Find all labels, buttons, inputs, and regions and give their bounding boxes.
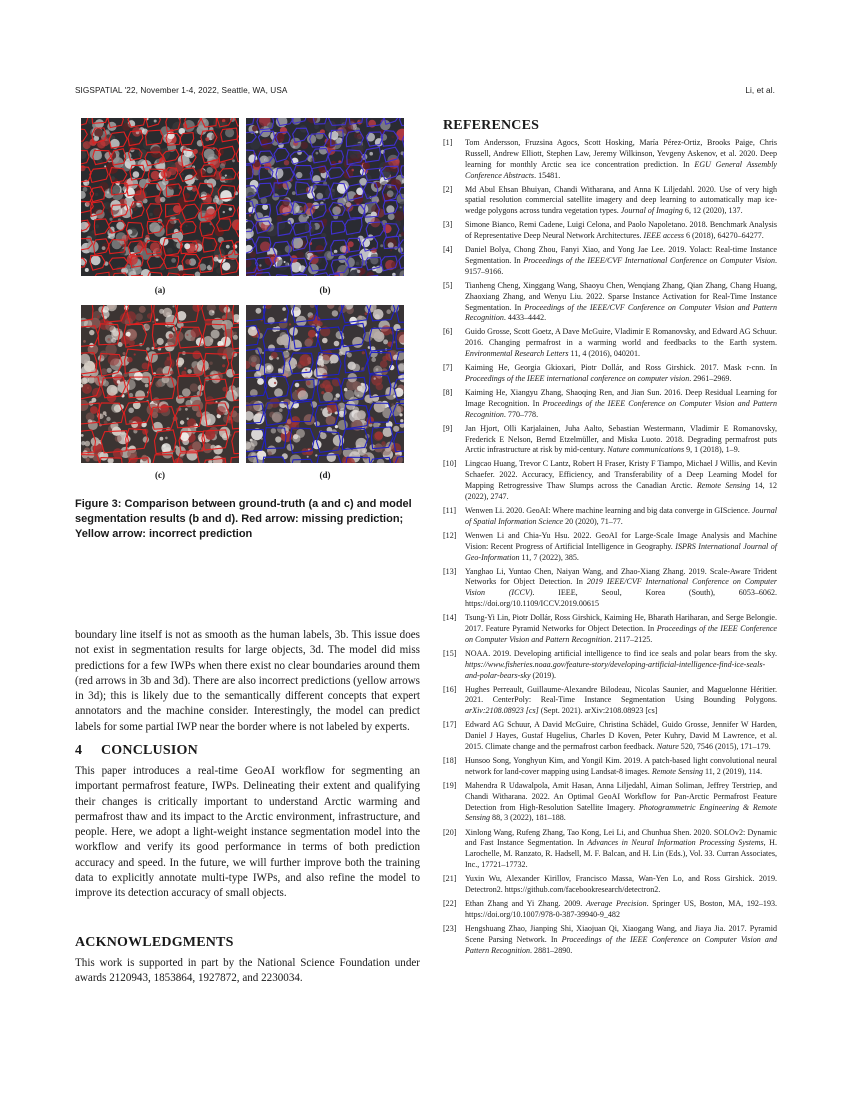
running-head-venue: SIGSPATIAL '22, November 1-4, 2022, Seattle, WA, USA (75, 86, 288, 95)
panel-label-a: (a) (154, 285, 166, 295)
reference-text (465, 874, 777, 896)
reference-text (465, 220, 777, 242)
reference-part-venue: Nature (656, 742, 679, 752)
reference-text (465, 756, 777, 778)
reference-part-plain: Xinlong Wang, Rufeng Zhang, Tao Kong, Lei Li, and Chunhua Shen. 2020. SOLOv2: Dynamic and Fast Instance Segmentation. In (465, 827, 777, 848)
reference-item (443, 245, 777, 278)
section-heading-acknowledgments: ACKNOWLEDGMENTS (75, 935, 234, 950)
figure-panel-d (246, 305, 404, 463)
reference-part-plain: Kaiming He, Xiangyu Zhang, Shaoqing Ren, and Jian Sun. 2016. Deep Residual Learning for Image Recognition. In (465, 388, 777, 408)
reference-part-tail: 6, 12 (2020), 137. (682, 206, 743, 216)
reference-text (465, 924, 777, 957)
reference-part-plain: Tianheng Cheng, Xinggang Wang, Shaoyu Chen, Wenqiang Zhang, Qian Zhang, Chang Huang, Zhaoxiang Zhang, and Wenyu Liu. 2022. Sparse Instance Activation for Real-Time Instance Segmentation. In (465, 280, 777, 312)
reference-text (465, 567, 777, 610)
reference-number: [16] (443, 684, 457, 694)
reference-number: [21] (443, 874, 457, 884)
reference-text (465, 424, 777, 457)
reference-part-tail: . 2961–2969. (689, 374, 732, 383)
figure-panel-c (81, 305, 239, 463)
reference-text (465, 138, 777, 181)
reference-part-tail: . 4433–4442. (503, 313, 547, 323)
paragraph-text: boundary line itself is not as smooth as the human labels, 3b. This issue does not exist in segmentation results for large objects, 3d. The model did miss predictions for a few IWPs when there exist no clear boundaries around them (red arrows in 3b and 3d). There are also incorrect predictions (yellow arrows in 3d); this is likely due to the semantically different concepts that expert annotators and the machine consider. Interestingly, the model can predict labels for some partial IWP near the border where is not labeled by experts. (75, 629, 420, 733)
reference-part-plain: Hengshuang Zhao, Jianping Shi, Xiaojuan Qi, Xiaogang Wang, and Jiaya Jia. 2017. Pyramid Scene Parsing Network. In (465, 923, 777, 944)
reference-item (443, 781, 777, 824)
reference-text (465, 685, 777, 718)
reference-text (465, 281, 777, 324)
reference-part-venue: Proceedings of the IEEE/CVF International Conference on Computer Vision (523, 256, 775, 265)
reference-text (465, 459, 777, 502)
reference-part-venue: Average Precision (586, 898, 647, 908)
reference-text (465, 828, 777, 871)
conclusion-text: This paper introduces a real-time GeoAI workflow for segmenting an important permafrost feature, IWPs. Delineating their extent and qualifying their changes is critically important to understand Arctic warming and permafrost thaw and its impact to the Arctic environment, infrastructure, and people. Here, we adopt a light-weight instance segmentation model into the workflow and verify its good performance in terms of both prediction accuracy and speed. In the future, we will further improve both the training data to explicitly annotate multi-type IWPs, and also refine the model to improve its detection accuracy of small objects. (75, 765, 420, 900)
reference-text (465, 649, 777, 682)
panel-b-image (246, 118, 404, 276)
reference-part-venue: Journal of Spatial Information Science (465, 506, 777, 526)
reference-item (443, 924, 777, 957)
reference-part-venue: IEEE access (643, 231, 684, 241)
reference-number: [5] (443, 280, 453, 290)
reference-number: [7] (443, 363, 453, 373)
reference-part-venue: Advances in Neural Information Processing Systems (587, 838, 764, 848)
reference-part-tail: . 9157–9166. (465, 256, 777, 276)
reference-part-tail: 88, 3 (2022), 181–188. (490, 813, 566, 823)
reference-number: [1] (443, 138, 453, 147)
reference-part-tail: 11, 7 (2022), 385. (519, 552, 579, 562)
reference-part-venue: Journal of Imaging (620, 206, 683, 216)
reference-part-tail: . 15481. (534, 170, 561, 180)
reference-part-plain: Simone Bianco, Remi Cadene, Luigi Celona, and Paolo Napoletano. 2018. Benchmark Analysis of Representative Deep Neural Network Architectures. (465, 220, 777, 241)
reference-item (443, 506, 777, 528)
reference-number: [15] (443, 648, 457, 658)
reference-item (443, 756, 777, 778)
reference-item (443, 874, 777, 896)
reference-number: [14] (443, 613, 457, 623)
reference-part-tail: 6 (2018), 64270–64277. (683, 231, 764, 241)
reference-number: [11] (443, 506, 457, 516)
reference-part-tail: , H. Larochelle, M. Ranzato, R. Hadsell, M. F. Balcan, and H. Lin (Eds.), Vol. 33. Curran Associates, Inc., 17721–17732. (465, 838, 777, 870)
panel-label-b: (b) (319, 285, 331, 295)
reference-item (443, 685, 777, 718)
reference-part-tail: (2019). (530, 670, 557, 680)
reference-part-venue: Proceedings of the IEEE international conference on computer vision (465, 374, 690, 383)
reference-text (465, 613, 777, 646)
section-number: 4 (75, 743, 83, 758)
reference-text (465, 363, 777, 385)
reference-part-tail: 11, 2 (2019), 114. (703, 766, 763, 776)
reference-part-plain: Mahendra R Udawalpola, Amit Hasan, Anna Liljedahl, Aiman Soliman, Jeffrey Terstriep, and Chandi Witharana. 2022. An Optimal GeoAI Workflow for Pan-Arctic Permafrost Feature Detection from High-Resolution Satellite Imagery. (465, 780, 777, 812)
reference-part-tail: 9, 1 (2018), 1–9. (684, 445, 740, 455)
reference-part-plain: Tsung-Yi Lin, Piotr Dollár, Ross Girshick, Kaiming He, Bharath Hariharan, and Serge Belongie. 2017. Feature Pyramid Networks for Object Detection. In (465, 613, 777, 634)
panel-c-image (81, 305, 239, 463)
reference-number: [12] (443, 530, 457, 540)
reference-part-tail: . 2881–2890. (530, 945, 573, 955)
reference-text (465, 720, 777, 753)
reference-number: [3] (443, 220, 453, 230)
reference-part-venue: Remote Sensing (696, 481, 751, 491)
reference-item (443, 185, 777, 218)
reference-item (443, 720, 777, 753)
body-paragraph (75, 628, 420, 735)
reference-part-plain: Edward AG Schuur, A David McGuire, Christina Schädel, Guido Grosse, Jennifer W Harden, Daniel J Hayes, Gustaf Hugelius, Charles D Koven, Peter Kuhry, David M Lawrence, et al. 2015. Climate change and the permafrost carbon feedback. (465, 720, 777, 752)
panel-label-d: (d) (319, 470, 331, 480)
reference-text (465, 327, 777, 360)
reference-part-venue: arXiv:2108.08923 [cs] (465, 706, 539, 716)
reference-part-tail: . 2117–2125. (610, 634, 653, 644)
acknowledgments-paragraph (75, 956, 420, 987)
panel-d-image (246, 305, 404, 463)
reference-number: [6] (443, 327, 453, 337)
reference-number: [22] (443, 898, 457, 908)
reference-item (443, 613, 777, 646)
reference-item (443, 899, 777, 921)
reference-text (465, 185, 777, 218)
reference-number: [17] (443, 720, 457, 730)
reference-part-venue: Proceedings of the IEEE Conference on Computer Vision and Pattern Recognition (465, 398, 777, 419)
reference-item (443, 424, 777, 457)
reference-part-venue: Environmental Research Letters (465, 349, 569, 359)
reference-item (443, 138, 777, 181)
reference-part-tail: 520, 7546 (2015), 171–179. (678, 742, 771, 752)
reference-part-venue: Proceedings of the IEEE Conference on Computer Vision and Pattern Recognition (465, 624, 777, 644)
reference-item (443, 649, 777, 682)
reference-part-tail: 14, 12 (2022), 2747. (465, 481, 777, 501)
reference-part-tail: (Sept. 2021). arXiv:2108.08923 [cs] (538, 706, 658, 716)
reference-text (465, 388, 777, 421)
reference-part-tail: 11, 4 (2016), 040201. (568, 349, 640, 359)
reference-part-plain: Daniel Bolya, Chong Zhou, Fanyi Xiao, and Yong Jae Lee. 2019. Yolact: Real-time Instance Segmentation. In (465, 245, 777, 265)
reference-number: [2] (443, 184, 453, 194)
reference-part-plain: Hunsoo Song, Yonghyun Kim, and Yongil Kim. 2019. A patch-based light convolutional neural network for land-cover mapping using Landsat-8 images. (465, 756, 777, 776)
reference-part-plain: Md Abul Ehsan Bhuiyan, Chandi Witharana, and Anna K Liljedahl. 2020. Use of very high spatial resolution commercial satellite imagery and deep learning to automatically map ice-wedge polygons across tundra vegetation types. (465, 184, 777, 216)
reference-part-plain: Hughes Perreault, Guillaume-Alexandre Bilodeau, Nicolas Saunier, and Maguelonne Héritier. 2021. CenterPoly: Real-Time Instance Segmentation Using Bounding Polygons. (465, 684, 777, 705)
reference-part-plain: Wenwen Li and Chia-Yu Hsu. 2022. GeoAI for Large-Scale Image Analysis and Machine Vision: Recent Progress of Artificial Intelligence in Geography. (465, 530, 777, 551)
reference-part-venue: Proceedings of the IEEE/CVF Conference on Computer Vision and Pattern Recognition (465, 302, 777, 323)
reference-item (443, 567, 777, 610)
figure-panel-b (246, 118, 404, 276)
reference-item (443, 220, 777, 242)
reference-number: [23] (443, 923, 457, 933)
reference-part-plain: Kaiming He, Georgia Gkioxari, Piotr Dollár, and Ross Girshick. 2017. Mask r-cnn. In (465, 363, 777, 373)
reference-part-venue: ISPRS International Journal of Geo-Information (465, 541, 777, 562)
running-head-authors: Li, et al. (745, 86, 775, 95)
reference-part-plain: Wenwen Li. 2020. GeoAI: Where machine learning and big data converge in GIScience. (465, 506, 752, 516)
reference-item (443, 281, 777, 324)
reference-item (443, 363, 777, 385)
reference-part-tail: 20 (2020), 71–77. (563, 516, 623, 526)
reference-part-venue: 2019 IEEE/CVF International Conference on Computer Vision (ICCV) (465, 577, 777, 598)
panel-a-image (81, 118, 239, 276)
reference-part-plain: Lingcao Huang, Trevor C Lantz, Robert H Fraser, Kristy F Tiampo, Michael J Willis, and Kevin Schaefer. 2022. Accuracy, Efficiency, and Transferability of a Deep Learning Model for Mapping Retrogressive Thaw Slumps across the Canadian Arctic. (465, 459, 777, 491)
reference-item (443, 531, 777, 564)
reference-item (443, 459, 777, 502)
reference-number: [4] (443, 245, 453, 255)
reference-number: [20] (443, 827, 457, 837)
reference-number: [13] (443, 566, 457, 576)
reference-number: [9] (443, 423, 453, 433)
reference-item (443, 327, 777, 360)
reference-item (443, 828, 777, 871)
reference-part-venue: EGU General Assembly Conference Abstracts (465, 159, 777, 180)
reference-part-tail: . Springer US, Boston, MA, 192–193. https://doi.org/10.1007/978-0-387-39940-9_482 (465, 898, 778, 919)
references-heading: REFERENCES (443, 118, 540, 133)
reference-part-plain: Yuxin Wu, Alexander Kirillov, Francisco Massa, Wan-Yen Lo, and Ross Girshick. 2019. Detectron2. https://github.com/facebookresearch/detectron2. (465, 874, 777, 894)
reference-part-venue: Remote Sensing (651, 766, 704, 776)
panel-label-c: (c) (155, 470, 165, 480)
figure-caption: Figure 3: Comparison between ground-truth (a and c) and model segmentation results (b and d). Red arrow: missing prediction; Yellow arrow: incorrect prediction (75, 498, 412, 540)
references-list (443, 138, 777, 960)
reference-part-tail: . IEEE, Seoul, Korea (South), 6053–6062. https://doi.org/10.1109/ICCV.2019.00615 (465, 588, 778, 609)
reference-part-venue: https://www.fisheries.noaa.gov/feature-story/developing-artificial-intelligence-find-ice-seals-and-polar-bears-sky (465, 659, 766, 680)
reference-part-plain: Tom Andersson, Fruzsina Agocs, Scott Hosking, María Pérez-Ortiz, Brooks Paige, Chris Russell, Andrew Elliott, Stephen Law, Jeremy Wilkinson, Yevgeny Askenov, et al. 2020. Deep learning for monthly Arctic sea ice concentration prediction. In (465, 138, 777, 169)
reference-part-venue: Photogrammetric Engineering & Remote Sensing (465, 802, 777, 823)
section-title: CONCLUSION (101, 743, 198, 758)
reference-number: [10] (443, 459, 457, 469)
reference-text (465, 781, 777, 824)
reference-part-plain: NOAA. 2019. Developing artificial intelligence to find ice seals and polar bears from the sky. (465, 648, 777, 658)
reference-part-plain: Guido Grosse, Scott Goetz, A Dave McGuire, Vladimir E Romanovsky, and Edward AG Schuur. 2016. Changing permafrost in a warming world and feedbacks to the Earth system. (465, 327, 777, 348)
reference-part-venue: Proceedings of the IEEE Conference on Computer Vision and Pattern Recognition (465, 934, 777, 955)
reference-part-plain: Yanghao Li, Yuntao Chen, Naiyan Wang, and Zhao-Xiang Zhang. 2019. Scale-Aware Trident Networks for Object Detection. In (465, 566, 777, 587)
reference-number: [18] (443, 756, 457, 766)
reference-number: [8] (443, 388, 453, 398)
reference-text (465, 899, 777, 921)
figure-panel-a (81, 118, 239, 276)
reference-text (465, 245, 777, 278)
reference-part-plain: Ethan Zhang and Yi Zhang. 2009. (465, 898, 587, 908)
reference-item (443, 388, 777, 421)
conclusion-paragraph (75, 764, 420, 902)
acknowledgments-text: This work is supported in part by the National Science Foundation under awards 2120943, 1853864, 1927872, and 2230034. (75, 957, 420, 985)
reference-part-plain: Jan Hjort, Olli Karjalainen, Juha Aalto, Sebastian Westermann, Vladimir E Romanovsky, Frederick E Nelson, Bernd Etzelmüller, and Miska Luoto. 2018. Degrading permafrost puts Arctic infrastructure at risk by mid-century. (465, 423, 777, 455)
reference-part-venue: Nature communications (607, 445, 685, 455)
reference-number: [19] (443, 780, 457, 790)
reference-text (465, 531, 777, 564)
section-heading-conclusion (75, 743, 420, 759)
reference-part-tail: . 770–778. (503, 409, 539, 419)
reference-text (465, 506, 777, 528)
